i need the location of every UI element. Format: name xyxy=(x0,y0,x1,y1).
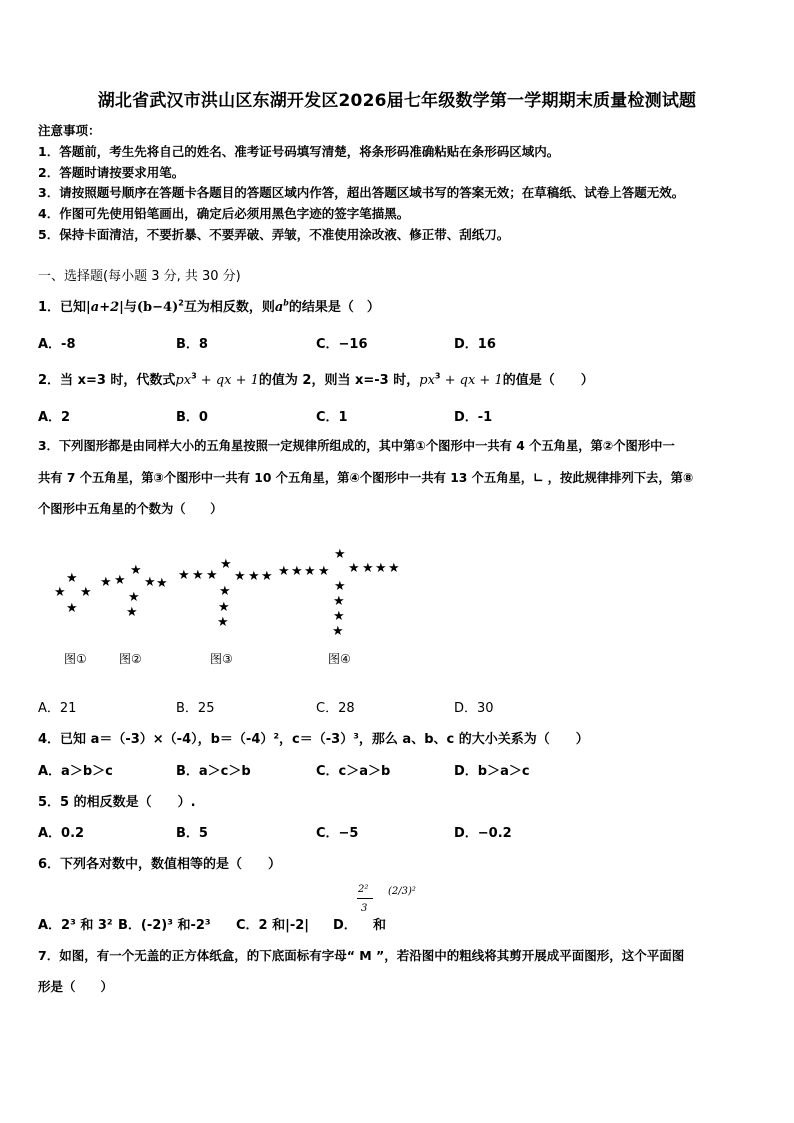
q2-expr: + qx + 1 xyxy=(440,373,503,388)
star-icon: ★ xyxy=(54,585,66,600)
q1-power-base: a xyxy=(274,300,284,315)
star-icon: ★ xyxy=(114,573,126,588)
q6-option-a: A．2³ 和 3² xyxy=(38,918,113,933)
q6-option-b: B．(-2)³ 和-2³ xyxy=(118,918,211,933)
question-2 xyxy=(38,369,594,388)
q1-text: 1．已知 xyxy=(38,300,87,315)
q1-abs-expr: |a+2| xyxy=(86,300,124,315)
star-icon: ★ xyxy=(192,568,204,583)
q2-expr: px xyxy=(419,373,435,388)
star-icon: ★ xyxy=(66,571,78,586)
star-icon: ★ xyxy=(278,564,290,579)
q3-option-b: B．25 xyxy=(176,701,215,716)
star-icon: ★ xyxy=(206,568,218,583)
star-icon: ★ xyxy=(334,547,346,562)
q3-option-d: D．30 xyxy=(454,701,494,716)
star-icon: ★ xyxy=(219,584,231,599)
star-icon: ★ xyxy=(218,600,230,615)
section-heading: 一、选择题(每小题 3 分, 共 30 分) xyxy=(38,269,241,284)
star-icon: ★ xyxy=(220,557,232,572)
notice-heading: 注意事项： xyxy=(38,123,101,138)
q2-expr: + qx + 1 xyxy=(196,373,259,388)
q1-option-b: B．8 xyxy=(176,337,208,352)
q2-text: 的值是（ ） xyxy=(502,373,594,388)
star-icon: ★ xyxy=(318,564,330,579)
notice-item: 4．作图可先使用铅笔画出，确定后必须用黑色字迹的签字笔描黑。 xyxy=(38,206,410,221)
q6-d-fraction-denominator: 3 xyxy=(361,903,368,914)
question-7-line: 7．如图，有一个无盖的正方体纸盒，的下底面标有字母“ M ”，若沿图中的粗线将其剪开展成平面图形，这个平面图 xyxy=(38,948,685,963)
star-icon: ★ xyxy=(362,561,374,576)
star-icon: ★ xyxy=(80,585,92,600)
q2-expr: px xyxy=(175,373,192,388)
star-icon: ★ xyxy=(304,564,316,579)
notice-item: 1．答题前，考生先将自己的姓名、准考证号码填写清楚，将条形码准确粘贴在条形码区域内。 xyxy=(38,144,560,159)
q4-option-b: B．a＞c＞b xyxy=(176,764,251,779)
q5-option-c: C．−5 xyxy=(316,826,359,841)
star-icon: ★ xyxy=(348,561,360,576)
q2-text: 的值为 2，则当 x=-3 时， xyxy=(258,373,420,388)
star-icon: ★ xyxy=(144,575,156,590)
q5-option-b: B．5 xyxy=(176,826,208,841)
q4-option-a: A．a＞b＞c xyxy=(38,764,113,779)
question-6: 6．下列各对数中，数值相等的是（ ） xyxy=(38,857,282,872)
question-5: 5．5 的相反数是（ ）. xyxy=(38,795,196,810)
star-icon: ★ xyxy=(332,624,344,639)
question-1 xyxy=(38,296,380,315)
star-icon: ★ xyxy=(333,609,345,624)
q6-option-c: C．2 和|-2| xyxy=(236,918,310,933)
q1-text: 与 xyxy=(123,300,137,315)
star-icon: ★ xyxy=(388,561,400,576)
question-3-line: 共有 7 个五角星，第③个图形中一共有 10 个五角星，第④个图形中一共有 13 个五角星，∟ ，按此规律排列下去，第⑧ xyxy=(38,471,694,485)
notice-item: 2．答题时请按要求用笔。 xyxy=(38,165,185,180)
question-7-line: 形是（ ） xyxy=(38,979,114,994)
fraction-bar xyxy=(357,898,373,899)
star-icon: ★ xyxy=(375,561,387,576)
star-icon: ★ xyxy=(100,575,112,590)
figure-label: 图③ xyxy=(210,652,233,666)
star-icon: ★ xyxy=(130,563,142,578)
q1-text: 的结果是（ ） xyxy=(288,300,380,315)
q4-option-c: C．c＞a＞b xyxy=(316,764,391,779)
star-icon: ★ xyxy=(178,568,190,583)
notice-item: 5．保持卡面清洁，不要折暴、不要弄破、弄皱，不准使用涂改液、修正带、刮纸刀。 xyxy=(38,227,510,242)
star-icon: ★ xyxy=(334,579,346,594)
q6-d-paren-fraction: (2/3)² xyxy=(388,886,416,897)
q4-option-d: D．b＞a＞c xyxy=(454,764,530,779)
q1-text: 互为相反数，则 xyxy=(183,300,275,315)
q1-power-exp: b xyxy=(283,297,289,308)
star-icon: ★ xyxy=(234,569,246,584)
q1-option-a: A．-8 xyxy=(38,337,76,352)
star-icon: ★ xyxy=(261,569,273,584)
q6-d-fraction-numerator: 2² xyxy=(358,884,369,895)
star-icon: ★ xyxy=(248,569,260,584)
q5-option-d: D．−0.2 xyxy=(454,826,512,841)
question-3-line: 个图形中五角星的个数为（ ） xyxy=(38,502,223,516)
star-icon: ★ xyxy=(126,605,138,620)
q3-option-a: A．21 xyxy=(38,701,77,716)
star-icon: ★ xyxy=(156,576,168,591)
page-title: 湖北省武汉市洪山区东湖开发区2026届七年级数学第一学期期末质量检测试题 xyxy=(97,91,697,111)
q2-option-d: D．-1 xyxy=(454,410,493,425)
star-pattern-figure xyxy=(48,540,408,680)
question-4: 4．已知 a＝（-3）×（-4），b＝（-4）²，c＝（-3）³，那么 a、b、c 的大小关系为（ ） xyxy=(38,732,589,747)
figure-label: 图② xyxy=(119,652,142,666)
star-icon: ★ xyxy=(128,590,140,605)
figure-label: 图① xyxy=(64,652,87,666)
question-3-line: 3．下列图形都是由同样大小的五角星按照一定规律所组成的，其中第①个图形中一共有 4 个五角星，第②个图形中一 xyxy=(38,439,675,453)
q3-option-c: C．28 xyxy=(316,701,355,716)
star-icon: ★ xyxy=(66,601,78,616)
q2-exponent: 3 xyxy=(191,371,197,381)
q5-option-a: A．0.2 xyxy=(38,826,85,841)
star-icon: ★ xyxy=(217,615,229,630)
q2-option-c: C．1 xyxy=(316,410,348,425)
q1-exponent: 2 xyxy=(178,298,184,308)
q2-option-a: A．2 xyxy=(38,410,71,425)
notice-item: 3．请按照题号顺序在答题卡各题目的答题区域内作答，超出答题区域书写的答案无效；在草稿纸、试卷上答题无效。 xyxy=(38,185,685,200)
figure-label: 图④ xyxy=(328,652,351,666)
q2-exponent: 3 xyxy=(434,371,441,381)
star-icon: ★ xyxy=(333,594,345,609)
q1-option-c: C．−16 xyxy=(316,337,368,352)
q6-d-and: 和 xyxy=(373,918,387,933)
q1-option-d: D．16 xyxy=(454,337,496,352)
q2-option-b: B．0 xyxy=(176,410,208,425)
star-icon: ★ xyxy=(291,564,303,579)
q2-text: 2．当 x=3 时，代数式 xyxy=(38,373,176,388)
q1-square-expr: (b−4) xyxy=(136,300,179,315)
q6-option-d: D． xyxy=(333,918,357,933)
